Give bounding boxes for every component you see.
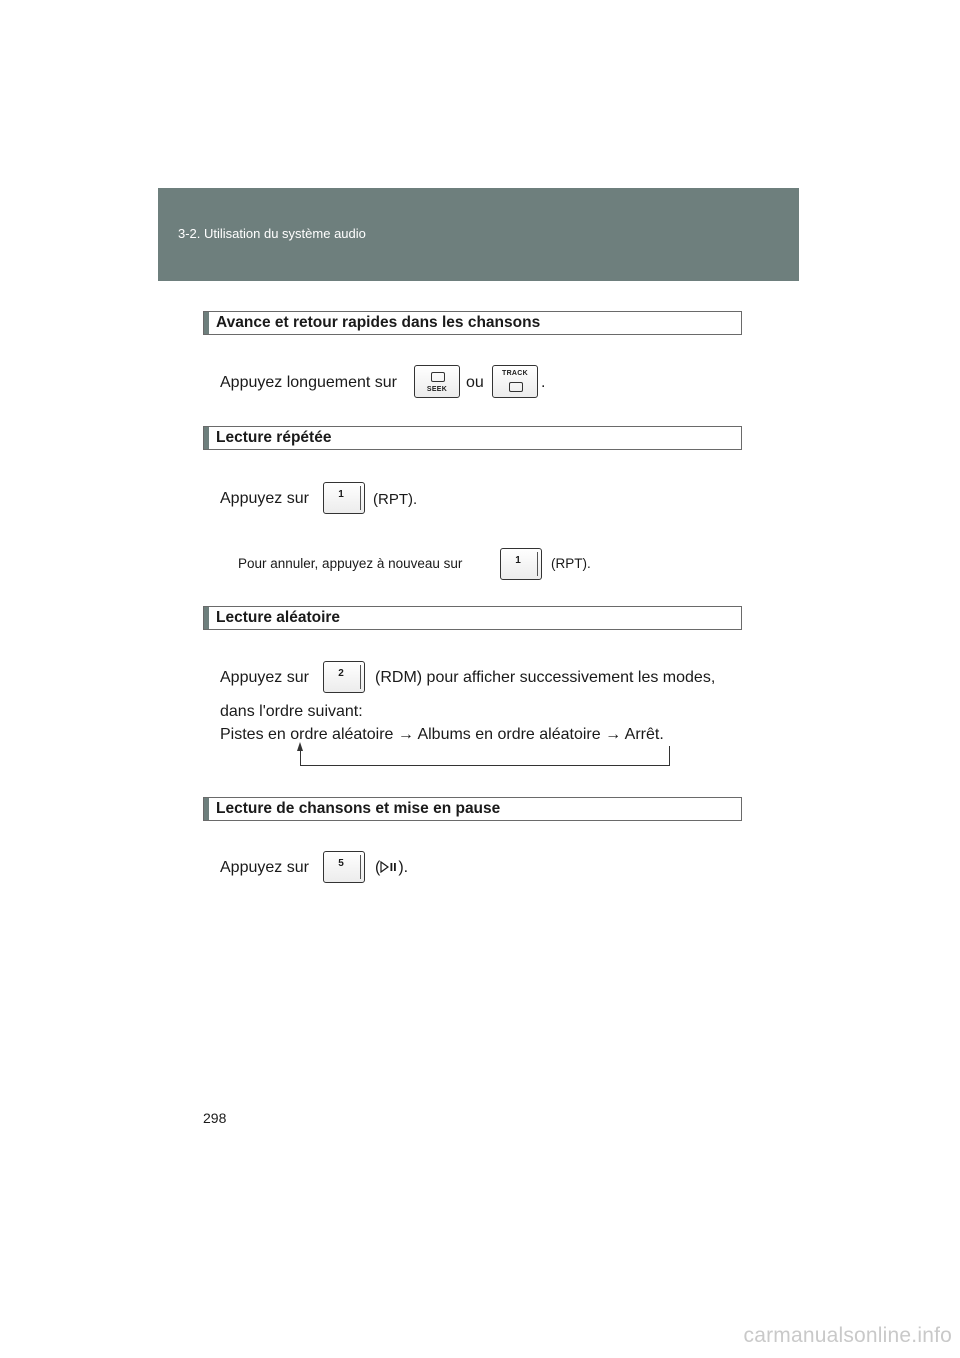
section-random [203, 606, 742, 630]
loop-arrow-right [669, 746, 670, 766]
seek-key-icon [414, 365, 460, 398]
section-title: Lecture de chansons et mise en pause [216, 800, 501, 817]
chapter-header [158, 188, 799, 281]
section-bar [204, 312, 209, 334]
loop-arrow-bottom [300, 765, 670, 766]
section-fast-forward-rewind [203, 311, 742, 335]
instruction-fast [220, 374, 397, 392]
paren-close: ). [398, 859, 409, 876]
instruction-random: Appuyez sur [220, 669, 309, 686]
paren-open: ( [375, 859, 381, 876]
down-arrow-icon [509, 382, 523, 392]
key-5-icon [323, 851, 365, 883]
section-title: Lecture répétée [216, 429, 332, 446]
track-key-icon [492, 365, 538, 398]
section-bar [204, 427, 209, 449]
instruction-text: Appuyez longuement sur [220, 374, 397, 391]
instruction-repeat: Appuyez sur [220, 490, 309, 507]
or-text: ou [466, 374, 484, 391]
cancel-rpt-text: (RPT). [551, 556, 591, 571]
instruction-play: Appuyez sur [220, 859, 309, 876]
section-title: Avance et retour rapides dans les chansons [216, 314, 541, 331]
section-play-pause [203, 797, 742, 821]
key-notch [537, 552, 538, 576]
order-intro: dans l'ordre suivant: [220, 703, 363, 720]
watermark: carmanualsonline.info [743, 1324, 952, 1347]
key-notch [360, 486, 361, 510]
key-1-icon [500, 548, 542, 580]
play-pause-icon [380, 861, 398, 873]
key-notch [360, 855, 361, 879]
up-arrow-icon [431, 372, 445, 382]
key-1-icon [323, 482, 365, 514]
section-repeat [203, 426, 742, 450]
key-2-icon [323, 661, 365, 693]
seek-key-label: SEEK [426, 386, 448, 393]
order-sequence: Pistes en ordre aléatoire → Albums en ordre aléatoire → Arrêt. [220, 726, 664, 743]
key-label: 5 [338, 858, 344, 869]
section-bar [204, 607, 209, 629]
loop-arrow-head [297, 742, 303, 751]
key-label: 1 [515, 555, 521, 566]
chapter-title: 3-2. Utilisation du système audio [178, 226, 366, 241]
period-text: . [541, 374, 546, 391]
rdm-text: (RDM) pour afficher successivement les modes, [375, 669, 716, 686]
section-title: Lecture aléatoire [216, 609, 341, 626]
key-notch [360, 665, 361, 689]
key-label: 2 [338, 668, 344, 679]
track-key-label: TRACK [502, 370, 528, 377]
cancel-note: Pour annuler, appuyez à nouveau sur [238, 556, 463, 571]
page-number: 298 [203, 1110, 227, 1126]
rpt-text: (RPT). [373, 491, 418, 508]
play-pause-paren [375, 859, 408, 877]
key-label: 1 [338, 489, 344, 500]
section-bar [204, 798, 209, 820]
